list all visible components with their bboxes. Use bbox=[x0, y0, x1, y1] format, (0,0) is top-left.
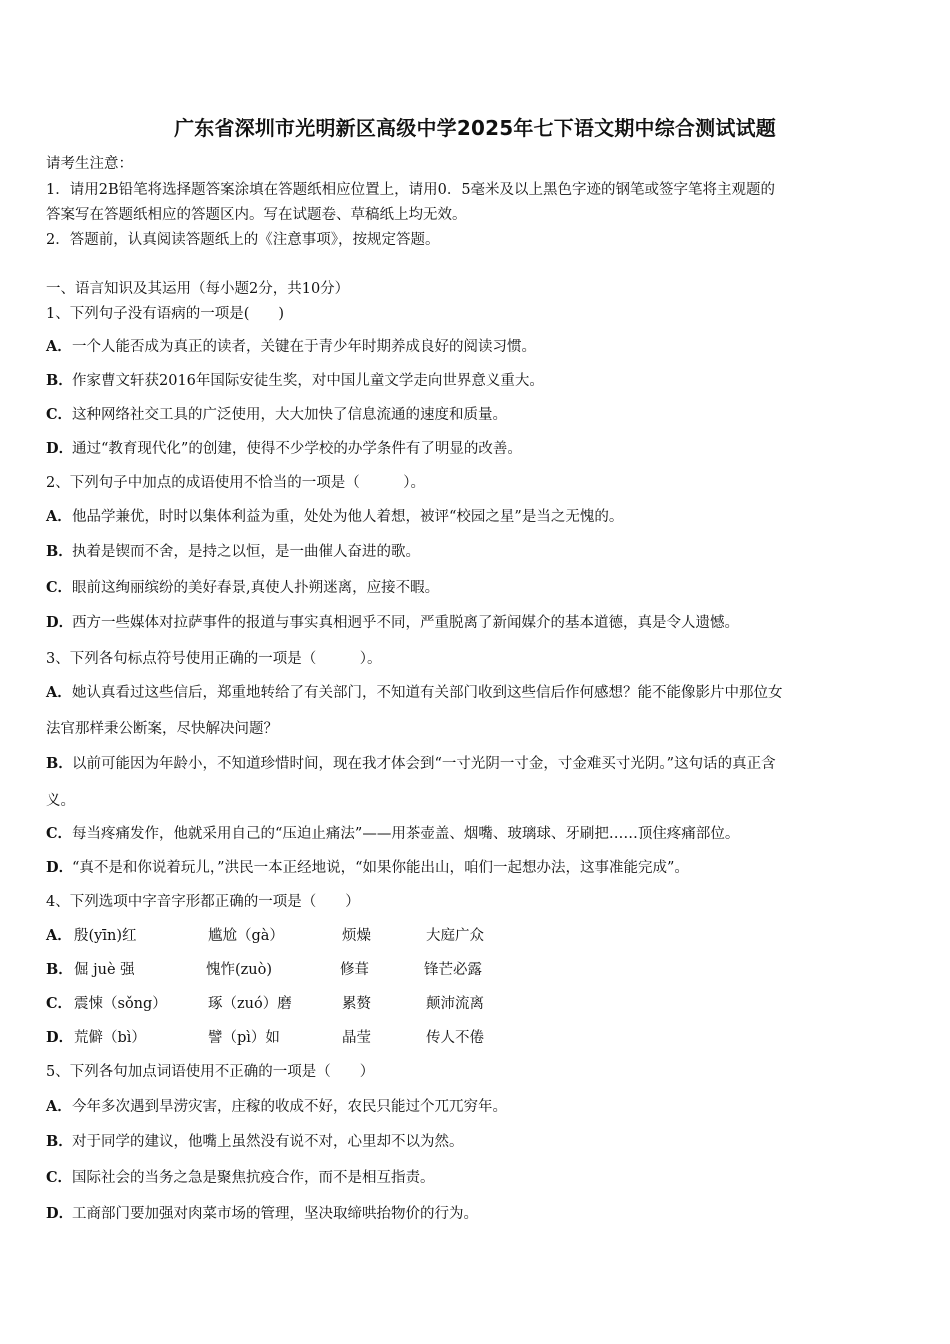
q5-option-c bbox=[46, 1166, 908, 1187]
option-text: 他品学兼优，时时以集体利益为重，处处为他人着想，被评“校园之星”是当之无愧的。 bbox=[72, 509, 624, 525]
option-text: 对于同学的建议，他嘴上虽然没有说不对，心里却不以为然。 bbox=[72, 1134, 464, 1150]
option-cell: 殷(yīn)红 bbox=[74, 928, 137, 944]
option-label: B． bbox=[46, 372, 73, 389]
question-2-stem: 2、下列句子中加点的成语使用不恰当的一项是（ ）。 bbox=[46, 475, 425, 491]
q2-option-b bbox=[46, 540, 908, 561]
q2-option-c bbox=[46, 576, 908, 597]
option-cell: 传人不倦 bbox=[426, 1030, 484, 1046]
notice-item-2: 2．答题前，认真阅读答题纸上的《注意事项》，按规定答题。 bbox=[46, 232, 440, 248]
option-label: B． bbox=[46, 755, 73, 772]
q1-option-b bbox=[46, 369, 908, 390]
option-text: “真不是和你说着玩儿，”洪民一本正经地说，“如果你能出山，咱们一起想办法，这事准能完成”。 bbox=[72, 860, 689, 876]
option-label: D． bbox=[46, 1029, 74, 1046]
q3-option-a-cont: 法官那样秉公断案，尽快解决问题？ bbox=[46, 721, 278, 737]
option-cell: 愧怍(zuò) bbox=[206, 962, 273, 978]
option-label: D． bbox=[46, 1205, 74, 1222]
option-text: 以前可能因为年龄小，不知道珍惜时间，现在我才体会到“一寸光阴一寸金，寸金难买寸光阴。”这句话的真正含 bbox=[72, 756, 776, 772]
q5-option-d bbox=[46, 1202, 908, 1223]
page-title: 广东省深圳市光明新区高级中学2025年七下语文期中综合测试试题 bbox=[174, 116, 776, 140]
q2-option-a bbox=[46, 505, 908, 526]
option-label: C． bbox=[46, 825, 73, 842]
q3-option-b bbox=[46, 752, 908, 773]
option-label: A． bbox=[46, 1098, 72, 1115]
option-cell: 琢（zuó）磨 bbox=[208, 996, 292, 1012]
option-cell: 累赘 bbox=[342, 996, 371, 1012]
q2-option-d bbox=[46, 611, 908, 632]
option-cell: 譬（pì）如 bbox=[208, 1030, 280, 1046]
option-label: C． bbox=[46, 406, 73, 423]
question-4-stem: 4、下列选项中字音字形都正确的一项是（ ） bbox=[46, 894, 360, 910]
option-text: 每当疼痛发作，他就采用自己的“压迫止痛法”——用茶壶盖、烟嘴、玻璃球、牙刷把……顶住疼痛部位。 bbox=[72, 826, 740, 842]
option-text: 通过“教育现代化”的创建，使得不少学校的办学条件有了明显的改善。 bbox=[72, 441, 522, 457]
option-cell: 锋芒必露 bbox=[424, 962, 482, 978]
notice-heading: 请考生注意： bbox=[46, 156, 133, 172]
option-text: 她认真看过这些信后，郑重地转给了有关部门，不知道有关部门收到这些信后作何感想？能不能像影片中那位女 bbox=[72, 685, 783, 701]
q3-option-a bbox=[46, 681, 908, 702]
option-label: C． bbox=[46, 995, 73, 1012]
option-text: 这种网络社交工具的广泛使用，大大加快了信息流通的速度和质量。 bbox=[72, 407, 507, 423]
question-5-stem: 5、下列各句加点词语使用不正确的一项是（ ） bbox=[46, 1064, 375, 1080]
q1-option-a bbox=[46, 335, 908, 356]
section-heading: 一、语言知识及其运用（每小题2分，共10分） bbox=[46, 281, 350, 297]
option-label: A． bbox=[46, 338, 72, 355]
q5-option-a bbox=[46, 1095, 908, 1116]
option-label: C． bbox=[46, 579, 73, 596]
notice-item-1: 1．请用2B铅笔将选择题答案涂填在答题纸相应位置上，请用0．5毫米及以上黑色字迹的钢笔或签字笔将主观题的 bbox=[46, 182, 776, 198]
option-text: 西方一些媒体对拉萨事件的报道与事实真相迥乎不同，严重脱离了新闻媒介的基本道德，真是令人遗憾。 bbox=[72, 615, 739, 631]
option-cell: 大庭广众 bbox=[426, 928, 484, 944]
q3-option-d bbox=[46, 856, 908, 877]
option-label: D． bbox=[46, 614, 74, 631]
option-text: 今年多次遇到旱涝灾害，庄稼的收成不好，农民只能过个兀兀穷年。 bbox=[72, 1099, 507, 1115]
option-text: 国际社会的当务之急是聚焦抗疫合作，而不是相互指责。 bbox=[72, 1170, 435, 1186]
option-text: 眼前这绚丽缤纷的美好春景,真使人扑朔迷离，应接不暇。 bbox=[72, 580, 440, 596]
option-label: D． bbox=[46, 440, 74, 457]
option-text: 一个人能否成为真正的读者，关键在于青少年时期养成良好的阅读习惯。 bbox=[72, 339, 536, 355]
option-cell: 颠沛流离 bbox=[426, 996, 484, 1012]
option-label: A． bbox=[46, 927, 72, 944]
option-cell: 烦燥 bbox=[342, 928, 371, 944]
question-3-stem: 3、下列各句标点符号使用正确的一项是（ ）。 bbox=[46, 651, 382, 667]
q1-option-d bbox=[46, 437, 908, 458]
notice-item-1-cont: 答案写在答题纸相应的答题区内。写在试题卷、草稿纸上均无效。 bbox=[46, 207, 467, 223]
option-text: 执着是锲而不舍，是持之以恒，是一曲催人奋进的歌。 bbox=[72, 544, 420, 560]
option-label: B． bbox=[46, 1133, 73, 1150]
option-label: B． bbox=[46, 961, 73, 978]
option-label: A． bbox=[46, 508, 72, 525]
option-label: A． bbox=[46, 684, 72, 701]
option-cell: 荒僻（bì） bbox=[74, 1030, 146, 1046]
question-1-stem: 1、下列句子没有语病的一项是( ) bbox=[46, 306, 285, 322]
option-cell: 倔 juè 强 bbox=[74, 962, 135, 978]
q3-option-b-cont: 义。 bbox=[46, 793, 75, 809]
option-cell: 尴尬（gà） bbox=[208, 928, 284, 944]
option-cell: 晶莹 bbox=[342, 1030, 371, 1046]
q3-option-c bbox=[46, 822, 908, 843]
q1-option-c bbox=[46, 403, 908, 424]
option-label: C． bbox=[46, 1169, 73, 1186]
option-cell: 修葺 bbox=[340, 962, 369, 978]
q5-option-b bbox=[46, 1130, 908, 1151]
option-text: 作家曹文轩获2016年国际安徒生奖，对中国儿童文学走向世界意义重大。 bbox=[72, 373, 544, 389]
option-text: 工商部门要加强对肉菜市场的管理，坚决取缔哄抬物价的行为。 bbox=[72, 1206, 478, 1222]
option-label: D． bbox=[46, 859, 74, 876]
option-cell: 震悚（sǒng） bbox=[74, 996, 167, 1012]
option-label: B． bbox=[46, 543, 73, 560]
